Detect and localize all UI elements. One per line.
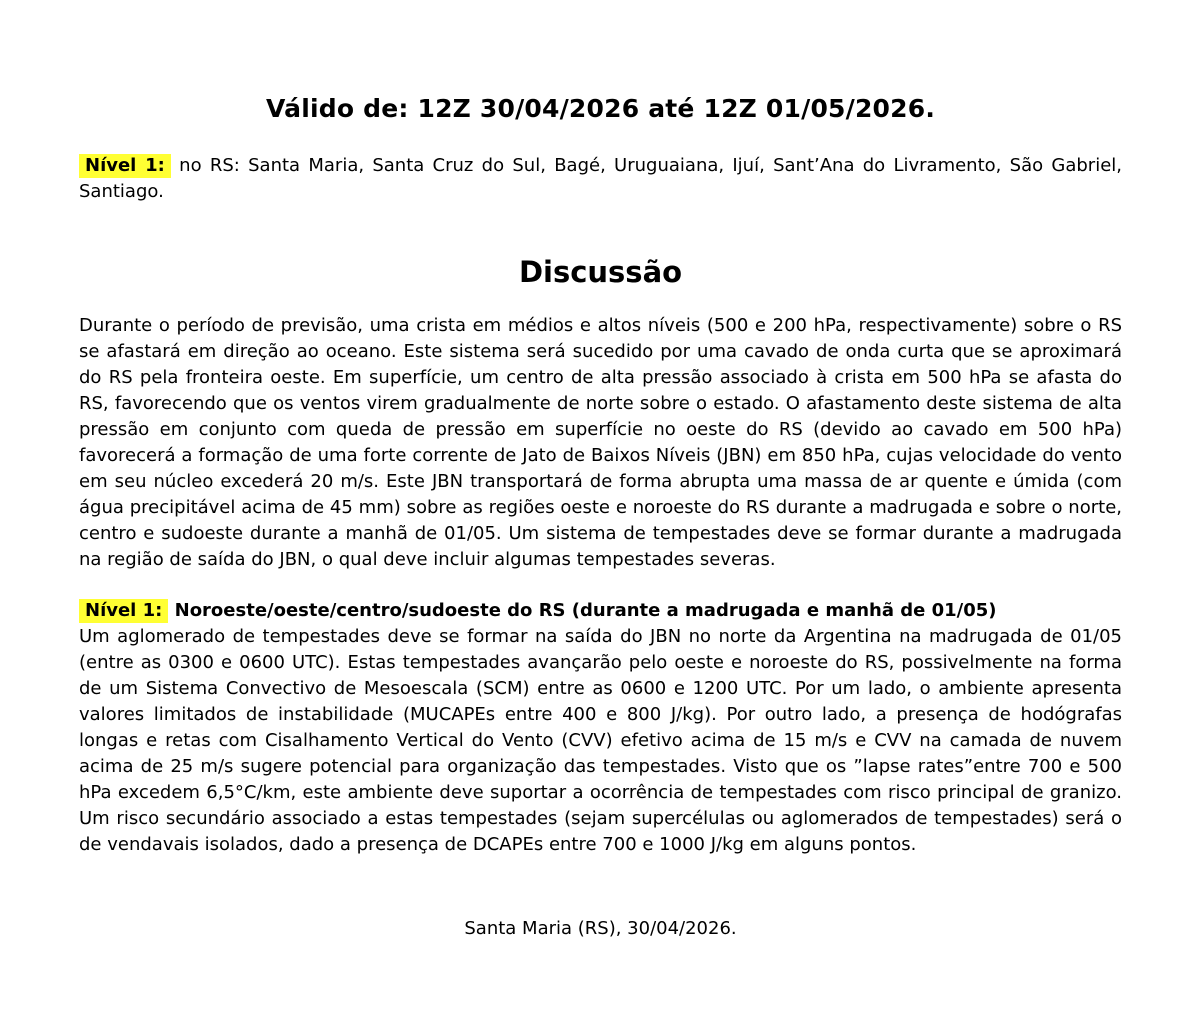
signature-line: Santa Maria (RS), 30/04/2026. (464, 918, 737, 939)
discussion-body: Durante o período de previsão, uma crista em médios e altos níveis (500 e 200 hPa, respectivamente) sobre o RS se afastará em direção ao oceano. Este sistema será sucedido por uma cavado de onda curta que se aproximará do RS pela fronteira oeste. Em superfície, um centro de alta pressão associado à crista em 500 hPa se afasta do RS, favorecendo que os ventos virem gradualmente de norte sobre o estado. O afastamento deste sistema de alta pressão em conjunto com queda de pressão em superfície no oeste do RS (devido ao cavado em 500 hPa) favorecerá a formação de uma forte corrente de Jato de Baixos Níveis (JBN) em 850 hPa, cujas velocidade do vento em seu núcleo excederá 20 m/s. Este JBN transportará de forma abrupta uma massa de ar quente e úmida (com água precipitável acima de 45 mm) sobre as regiões oeste e noroeste do RS durante a madrugada e sobre o norte, centro e sudoeste durante a manhã de 01/05. Um sistema de tempestades deve se formar durante a madrugada na região de saída do JBN, o qual deve incluir algumas tempestades severas. (79, 315, 1122, 570)
level-badge: Nível 1: (79, 599, 168, 623)
level-summary (79, 153, 1122, 205)
level-badge: Nível 1: (79, 154, 171, 178)
level-detail-heading (79, 598, 1122, 624)
level-detail-heading-text: Noroeste/oeste/centro/sudoeste do RS (durante a madrugada e manhã de 01/05) (174, 600, 997, 621)
validity-title: Válido de: 12Z 30/04/2026 até 12Z 01/05/2026. (265, 94, 936, 123)
discussion-title: Discussão (518, 255, 683, 289)
level-detail-body: Um aglomerado de tempestades deve se formar na saída do JBN no norte da Argentina na madrugada de 01/05 (entre as 0300 e 0600 UTC). Estas tempestades avançarão pelo oeste e noroeste do RS, possivelmente na forma de um Sistema Convectivo de Mesoescala (SCM) entre as 0600 e 1200 UTC. Por um lado, o ambiente apresenta valores limitados de instabilidade (MUCAPEs entre 400 e 800 J/kg). Por outro lado, a presença de hodógrafas longas e retas com Cisalhamento Vertical do Vento (CVV) efetivo acima de 15 m/s e CVV na camada de nuvem acima de 25 m/s sugere potencial para organização das tempestades. Visto que os ”lapse rates”entre 700 e 500 hPa excedem 6,5°C/km, este ambiente deve suportar a ocorrência de tempestades com risco principal de granizo. Um risco secundário associado a estas tempestades (sejam supercélulas ou aglomerados de tempestades) será o de vendavais isolados, dado a presença de DCAPEs entre 700 e 1000 J/kg em alguns pontos. (79, 626, 1122, 855)
level-summary-text: no RS: Santa Maria, Santa Cruz do Sul, Bagé, Uruguaiana, Ijuí, Sant’Ana do Livramento, São Gabriel, Santiago. (79, 155, 1122, 202)
